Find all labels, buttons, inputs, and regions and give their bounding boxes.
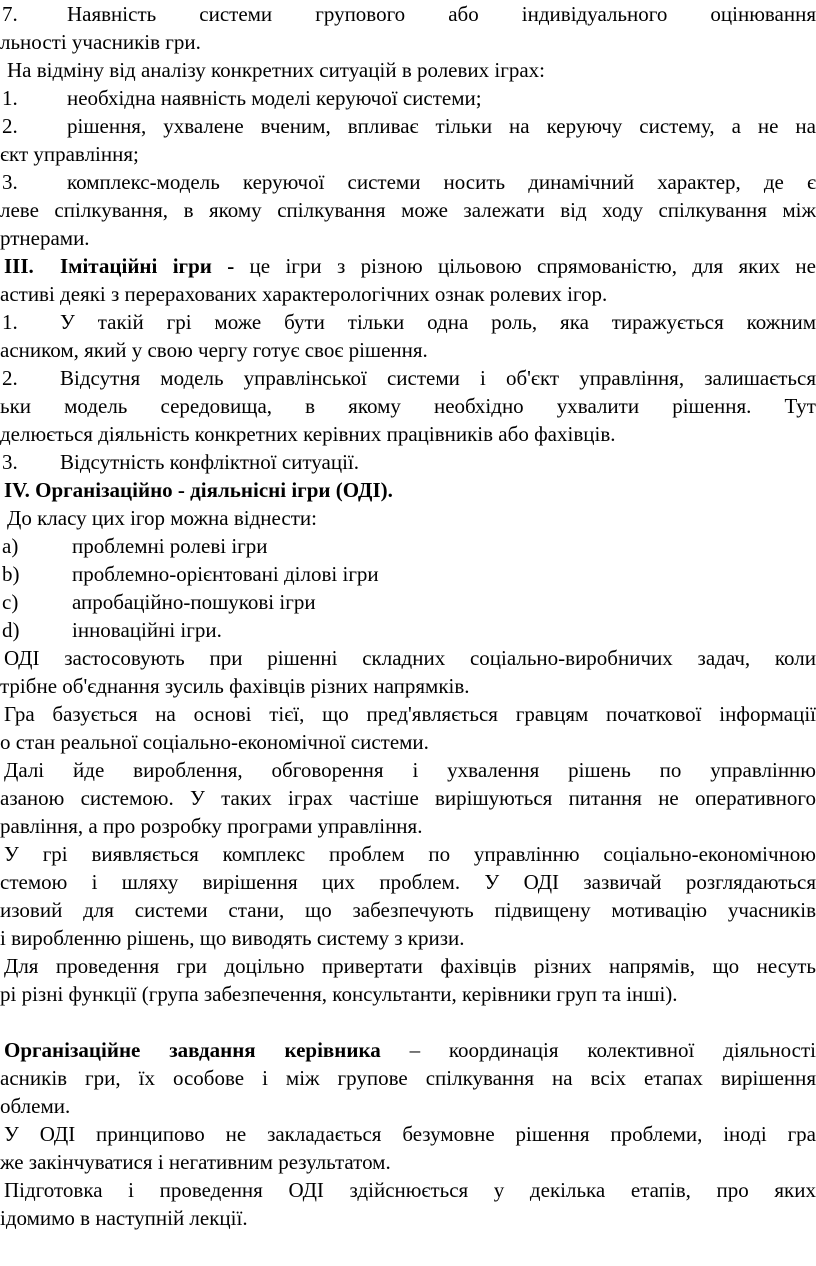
line-text: [0, 420, 816, 448]
line-body: проблемно-орієнтовані ділові ігри: [72, 562, 379, 586]
line-text: [72, 560, 816, 588]
text-line: [0, 728, 816, 756]
text-line: [0, 1120, 816, 1148]
line-body: У ОДІ принципово не закладається безумовне рішення проблеми, іноді гра: [4, 1122, 816, 1146]
line-text: [60, 364, 816, 392]
line-body: асником, який у свою чергу готує своє рішення.: [0, 338, 428, 362]
list-marker: 1.: [2, 310, 18, 334]
line-text: [7, 56, 816, 84]
line-text: [72, 588, 816, 616]
line-text: [4, 644, 816, 672]
text-line: [0, 168, 816, 196]
text-line: [0, 392, 816, 420]
line-text: [72, 616, 816, 644]
text-line: [0, 140, 816, 168]
line-body: У грі виявляється комплекс проблем по управлінню соціально-економічною: [4, 842, 816, 866]
line-text: [4, 700, 816, 728]
line-text: [0, 868, 816, 896]
bold-term: Імітаційні ігри -: [60, 254, 235, 278]
text-line: [0, 420, 816, 448]
bold-term: Організаційне завдання керівника: [4, 1038, 381, 1062]
bold-term: IV. Організаційно - діяльнісні ігри (ОДІ).: [4, 478, 393, 502]
line-text: [0, 784, 816, 812]
list-marker: 1.: [2, 86, 18, 110]
list-marker: 2.: [2, 366, 18, 390]
line-text: [0, 224, 816, 252]
text-line: [0, 784, 816, 812]
line-body: Далі йде вироблення, обговорення і ухвалення рішень по управлінню: [4, 758, 816, 782]
line-body: астиві деякі з перерахованих характерологічних ознак ролевих ігор.: [0, 282, 608, 306]
text-line: [0, 1092, 816, 1120]
line-body: Підготовка і проведення ОДІ здійснюється у декілька етапів, про яких: [4, 1178, 816, 1202]
line-body: Відсутня модель управлінської системи і об'єкт управління, залишається: [60, 366, 816, 390]
line-body: равління, а про розробку програми управління.: [0, 814, 423, 838]
line-text: [0, 392, 816, 420]
line-body: єкт управління;: [0, 142, 139, 166]
line-body: ідомимо в наступній лекції.: [0, 1206, 248, 1230]
line-text: [4, 1120, 816, 1148]
line-body: – координація колективної діяльності: [380, 1038, 816, 1062]
line-body: Наявність системи групового або індивідуального оцінювання: [67, 2, 816, 26]
text-line: [0, 1176, 816, 1204]
list-marker: d): [2, 618, 20, 642]
line-text: [0, 1092, 816, 1120]
line-body: У такій грі може бути тільки одна роль, яка тиражується кожним: [60, 310, 816, 334]
text-line: [0, 280, 816, 308]
text-line: [0, 616, 816, 644]
line-body: і виробленню рішень, що виводять систему з кризи.: [0, 926, 465, 950]
line-text: [0, 280, 816, 308]
line-text: [0, 1064, 816, 1092]
line-text: [67, 0, 816, 28]
text-line: [0, 700, 816, 728]
line-text: [0, 924, 816, 952]
text-line: [0, 952, 816, 980]
line-text: [0, 196, 816, 224]
line-body: це ігри з різною цільовою спрямованістю, для яких не: [234, 254, 816, 278]
line-body: асників гри, їх особове і між групове спілкування на всіх етапах вирішення: [0, 1066, 816, 1090]
line-text: [0, 336, 816, 364]
line-text: [0, 812, 816, 840]
line-body: проблемні ролеві ігри: [72, 534, 268, 558]
line-body: комплекс-модель керуючої системи носить динамічний характер, де є: [67, 170, 816, 194]
line-body: інноваційні ігри.: [72, 618, 222, 642]
list-marker: 7.: [2, 2, 18, 26]
line-body: делюється діяльність конкретних керівних працівників або фахівців.: [0, 422, 616, 446]
text-line: [0, 364, 816, 392]
list-marker: 2.: [2, 114, 18, 138]
line-body: льності учасників гри.: [0, 30, 201, 54]
text-line: [0, 588, 816, 616]
line-body: ОДІ застосовують при рішенні складних соціально-виробничих задач, коли: [4, 646, 816, 670]
line-text: [4, 756, 816, 784]
text-line: [0, 28, 816, 56]
text-line: [0, 336, 816, 364]
line-body: На відміну від аналізу конкретних ситуацій в ролевих іграх:: [7, 58, 546, 82]
text-line: [0, 308, 816, 336]
line-text: [0, 980, 816, 1008]
text-line: [0, 84, 816, 112]
text-line: [0, 448, 816, 476]
line-text: [0, 140, 816, 168]
text-line: [0, 812, 816, 840]
line-text: [0, 672, 816, 700]
text-line: [0, 112, 816, 140]
text-line: [0, 672, 816, 700]
list-marker: 3.: [2, 450, 18, 474]
line-text: [0, 728, 816, 756]
line-text: [7, 504, 816, 532]
line-text: [4, 476, 816, 504]
line-body: Відсутність конфліктної ситуації.: [60, 450, 360, 474]
line-text: [60, 252, 816, 280]
line-body: о стан реальної соціально-економічної системи.: [0, 730, 429, 754]
list-marker: 3.: [2, 170, 18, 194]
line-body: ртнерами.: [0, 226, 90, 250]
text-line: [0, 1148, 816, 1176]
line-text: [4, 1176, 816, 1204]
line-text: [67, 168, 816, 196]
list-marker: a): [2, 534, 19, 558]
line-body: Для проведення гри доцільно привертати фахівців різних напрямів, що несуть: [4, 954, 816, 978]
line-body: облеми.: [0, 1094, 71, 1118]
line-text: [60, 448, 816, 476]
list-marker: III.: [4, 254, 34, 278]
text-line: [0, 0, 816, 28]
line-text: [0, 896, 816, 924]
text-line: [0, 924, 816, 952]
line-body: азаною системою. У таких іграх частіше вирішуються питання не оперативного: [0, 786, 816, 810]
line-text: [0, 28, 816, 56]
line-body: Гра базується на основі тієї, що пред'являється гравцям початкової інформації: [4, 702, 816, 726]
line-text: [4, 952, 816, 980]
text-line: [0, 224, 816, 252]
line-body: изовий для системи стани, що забезпечують підвищену мотивацію учасників: [0, 898, 816, 922]
text-line: [0, 756, 816, 784]
text-line: [0, 868, 816, 896]
line-text: [4, 1036, 816, 1064]
text-line: [0, 1204, 816, 1232]
line-body: ьки модель середовища, в якому необхідно ухвалити рішення. Тут: [0, 394, 816, 418]
text-line: [0, 1064, 816, 1092]
line-text: [4, 840, 816, 868]
line-body: необхідна наявність моделі керуючої системи;: [67, 86, 482, 110]
text-line: [0, 252, 816, 280]
line-text: [67, 112, 816, 140]
line-body: рі різні функції (група забезпечення, консультанти, керівники груп та інші).: [0, 982, 678, 1006]
line-text: [0, 1148, 816, 1176]
text-line: [0, 980, 816, 1008]
line-body: трібне об'єднання зусиль фахівців різних напрямків.: [0, 674, 470, 698]
line-body: стемою і шляху вирішення цих проблем. У ОДІ зазвичай розглядаються: [0, 870, 816, 894]
line-body: рішення, ухвалене вченим, впливає тільки на керуючу систему, а не на: [67, 114, 816, 138]
line-body: До класу цих ігор можна віднести:: [7, 506, 317, 530]
list-marker: c): [2, 590, 19, 614]
text-line: [0, 476, 816, 504]
line-text: [72, 532, 816, 560]
line-text: [60, 308, 816, 336]
text-line: [0, 560, 816, 588]
text-line: [0, 532, 816, 560]
text-line: [0, 896, 816, 924]
text-line: [0, 1036, 816, 1064]
line-body: апробаційно-пошукові ігри: [72, 590, 316, 614]
text-line: [0, 196, 816, 224]
line-body: же закінчуватися і негативним результатом.: [0, 1150, 391, 1174]
text-line: [0, 840, 816, 868]
line-body: леве спілкування, в якому спілкування може залежати від ходу спілкування між: [0, 198, 816, 222]
text-line: [0, 56, 816, 84]
text-line: [0, 644, 816, 672]
list-marker: b): [2, 562, 20, 586]
line-text: [67, 84, 816, 112]
text-line: [0, 504, 816, 532]
line-text: [0, 1204, 816, 1232]
